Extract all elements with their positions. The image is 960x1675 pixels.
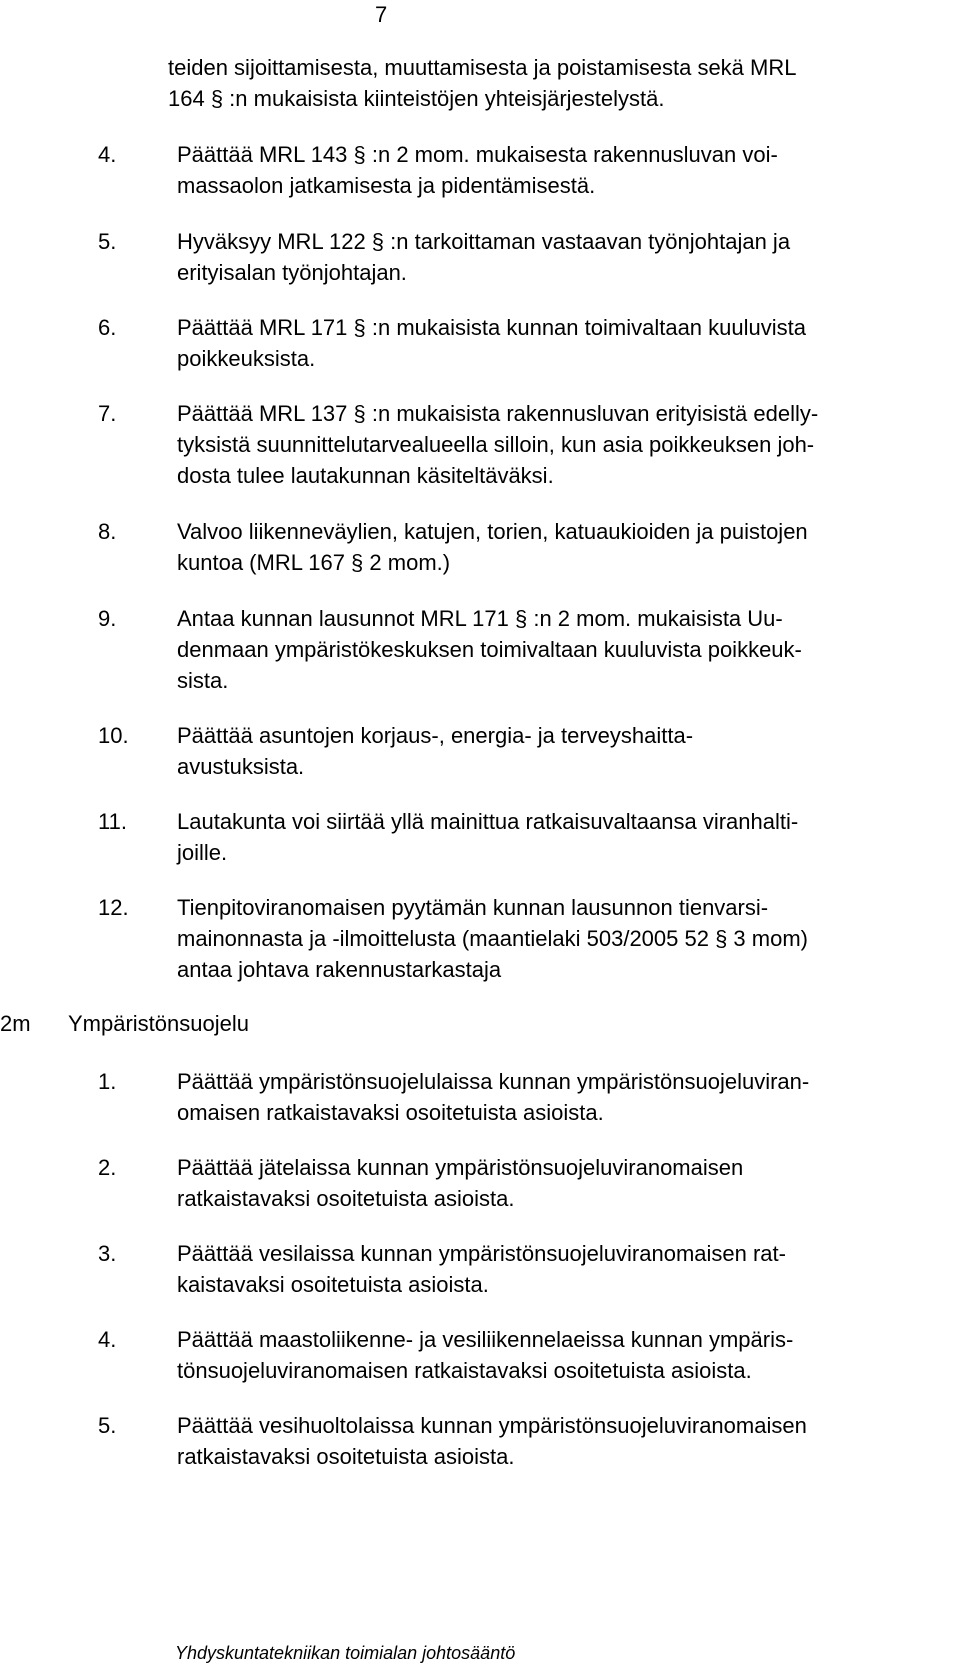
item-number: 6.: [98, 315, 117, 340]
item-line: Päättää MRL 143 § :n 2 mom. mukaisesta rakennusluvan voi-: [177, 142, 778, 167]
item-text: [177, 139, 937, 201]
page-number: 7: [375, 2, 388, 27]
item-line: Antaa kunnan lausunnot MRL 171 § :n 2 mom. mukaisista Uu-: [177, 606, 783, 631]
item-line: avustuksista.: [177, 754, 305, 779]
item-line: Lautakunta voi siirtää yllä mainittua ratkaisuvaltaansa viranhalti-: [177, 809, 799, 834]
item-text: [177, 720, 937, 782]
item-number: 2.: [98, 1155, 117, 1180]
item-line: ratkaistavaksi osoitetuista asioista.: [177, 1186, 515, 1211]
item-text: [177, 1152, 937, 1214]
intro-line: teiden sijoittamisesta, muuttamisesta ja poistamisesta sekä MRL: [168, 55, 797, 80]
item-text: [177, 1066, 937, 1128]
item-line: Päättää vesihuoltolaissa kunnan ympäristönsuojeluviranomaisen: [177, 1413, 807, 1438]
item-line: Päättää MRL 137 § :n mukaisista rakennusluvan erityisistä edelly-: [177, 401, 819, 426]
section-code: 2m: [0, 1011, 31, 1036]
item-line: denmaan ympäristökeskuksen toimivaltaan kuuluvista poikkeuk-: [177, 637, 802, 662]
item-number: 8.: [98, 519, 117, 544]
intro-paragraph: [168, 52, 796, 114]
item-line: dosta tulee lautakunnan käsiteltäväksi.: [177, 463, 554, 488]
item-number: 7.: [98, 401, 117, 426]
item-line: omaisen ratkaistavaksi osoitetuista asioista.: [177, 1100, 604, 1125]
item-number: 10.: [98, 723, 129, 748]
intro-line: 164 § :n mukaisista kiinteistöjen yhteisjärjestelystä.: [168, 86, 665, 111]
item-line: tyksistä suunnittelutarvealueella silloin, kun asia poikkeuksen joh-: [177, 432, 815, 457]
item-number: 9.: [98, 606, 117, 631]
item-line: Päättää asuntojen korjaus-, energia- ja terveyshaitta-: [177, 723, 694, 748]
item-line: Päättää vesilaissa kunnan ympäristönsuojeluviranomaisen rat-: [177, 1241, 786, 1266]
item-line: Tienpitoviranomaisen pyytämän kunnan lausunnon tienvarsi-: [177, 895, 769, 920]
item-line: sista.: [177, 668, 229, 693]
item-text: [177, 226, 937, 288]
item-line: erityisalan työnjohtajan.: [177, 260, 407, 285]
item-line: Päättää MRL 171 § :n mukaisista kunnan toimivaltaan kuuluvista: [177, 315, 806, 340]
item-line: Valvoo liikenneväylien, katujen, torien, katuaukioiden ja puistojen: [177, 519, 808, 544]
item-text: [177, 892, 937, 985]
item-line: kuntoa (MRL 167 § 2 mom.): [177, 550, 451, 575]
section-title: Ympäristönsuojelu: [68, 1011, 249, 1036]
item-number: 11.: [98, 809, 127, 834]
item-text: [177, 1410, 937, 1472]
item-line: kaistavaksi osoitetuista asioista.: [177, 1272, 489, 1297]
item-text: [177, 806, 937, 868]
item-number: 4.: [98, 142, 117, 167]
item-text: [177, 516, 937, 578]
item-line: tönsuojeluviranomaisen ratkaistavaksi osoitetuista asioista.: [177, 1358, 752, 1383]
item-text: [177, 398, 937, 491]
item-text: [177, 1238, 937, 1300]
item-number: 5.: [98, 1413, 117, 1438]
item-number: 4.: [98, 1327, 117, 1352]
item-line: Päättää jätelaissa kunnan ympäristönsuojeluviranomaisen: [177, 1155, 744, 1180]
item-line: Päättää maastoliikenne- ja vesiliikennelaeissa kunnan ympäris-: [177, 1327, 794, 1352]
item-line: poikkeuksista.: [177, 346, 316, 371]
footer-text: Yhdyskuntatekniikan toimialan johtosääntö: [175, 1643, 516, 1663]
item-number: 3.: [98, 1241, 117, 1266]
item-line: ratkaistavaksi osoitetuista asioista.: [177, 1444, 515, 1469]
item-number: 5.: [98, 229, 117, 254]
item-number: 12.: [98, 895, 129, 920]
item-number: 1.: [98, 1069, 117, 1094]
item-text: [177, 312, 937, 374]
item-line: antaa johtava rakennustarkastaja: [177, 957, 502, 982]
item-line: Hyväksyy MRL 122 § :n tarkoittaman vastaavan työnjohtajan ja: [177, 229, 791, 254]
item-line: Päättää ympäristönsuojelulaissa kunnan ympäristönsuojeluviran-: [177, 1069, 810, 1094]
item-line: massaolon jatkamisesta ja pidentämisestä.: [177, 173, 596, 198]
item-line: mainonnasta ja -ilmoittelusta (maantielaki 503/2005 52 § 3 mom): [177, 926, 808, 951]
item-text: [177, 603, 937, 696]
item-line: joille.: [177, 840, 228, 865]
item-text: [177, 1324, 937, 1386]
